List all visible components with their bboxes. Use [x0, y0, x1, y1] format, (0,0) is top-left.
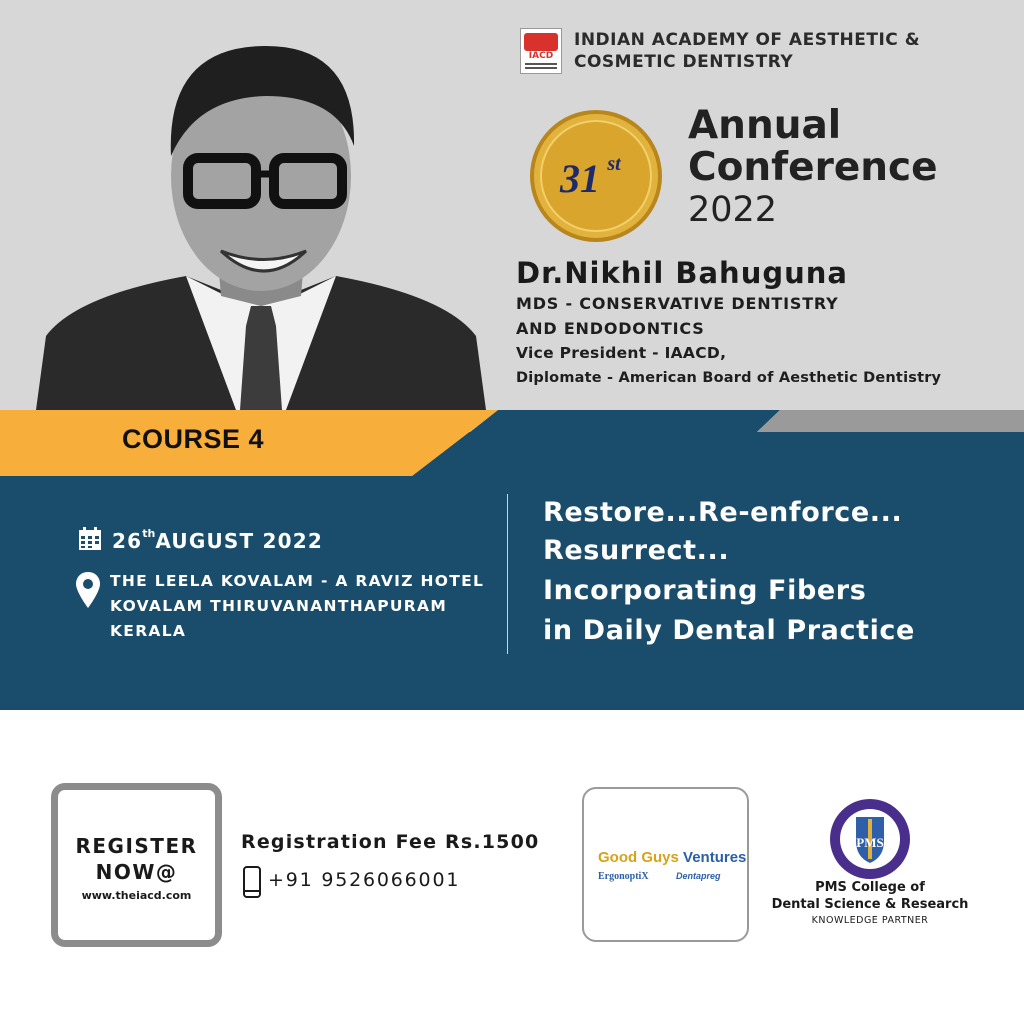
course-title-line: Resurrect... [543, 535, 730, 566]
phone-number[interactable]: +91 9526066001 [268, 869, 461, 891]
register-label: REGISTER [75, 834, 198, 858]
medal-number: 31 [560, 156, 600, 201]
phone-icon [242, 866, 262, 902]
calendar-icon [78, 527, 102, 555]
register-box[interactable] [51, 783, 222, 947]
title-conference: Conference [688, 145, 938, 190]
title-year: 2022 [688, 190, 778, 230]
pms-crest-logo [828, 797, 912, 881]
title-annual: Annual [688, 103, 842, 148]
registration-fee: Registration Fee Rs.1500 [241, 831, 540, 853]
partner-name-line: Dental Science & Research [771, 897, 969, 912]
course-date: 26thAUGUST 2022 [112, 527, 323, 553]
org-header [520, 28, 920, 74]
date-row [78, 527, 323, 555]
register-url-link[interactable]: www.theiacd.com [81, 889, 192, 902]
course-title-line: Restore...Re-enforce... [543, 497, 903, 528]
course-label: COURSE 4 [122, 424, 265, 454]
venue-line: KERALA [110, 622, 187, 640]
medal-suffix: st [607, 153, 621, 175]
iacd-logo: IACD [520, 28, 562, 74]
medal-31st [528, 108, 664, 244]
partner-name-line: PMS College of [815, 880, 925, 895]
sponsor-logo-box [582, 787, 749, 942]
partner-role: KNOWLEDGE PARTNER [811, 915, 929, 926]
sponsor-name: Good Guys Ventures [598, 849, 747, 866]
venue-line: THE LEELA KOVALAM - A RAVIZ HOTEL [110, 572, 485, 590]
speaker-name: Dr.Nikhil Bahuguna [516, 256, 848, 290]
register-now-label: NOW@ [95, 860, 178, 884]
course-title-line: in Daily Dental Practice [543, 615, 915, 646]
sponsor-sub-brand: ErgonoptiX [598, 871, 649, 882]
speaker-portrait [36, 6, 486, 410]
course-title-line: Incorporating Fibers [543, 575, 867, 606]
speaker-credential: MDS - CONSERVATIVE DENTISTRY [516, 294, 839, 313]
speaker-credential: Vice President - IAACD, [516, 344, 727, 362]
location-pin-icon [76, 572, 100, 612]
svg-text:PMS: PMS [856, 835, 884, 850]
course-band [0, 410, 1024, 710]
band-divider [507, 494, 508, 654]
org-name: INDIAN ACADEMY OF AESTHETIC & COSMETIC DENTISTRY [574, 30, 921, 72]
speaker-credential: AND ENDODONTICS [516, 319, 705, 338]
venue-line: KOVALAM THIRUVANANTHAPURAM [110, 597, 448, 615]
speaker-credential: Diplomate - American Board of Aesthetic Dentistry [516, 370, 942, 386]
sponsor-sub-brand: Dentapreg [676, 871, 721, 881]
